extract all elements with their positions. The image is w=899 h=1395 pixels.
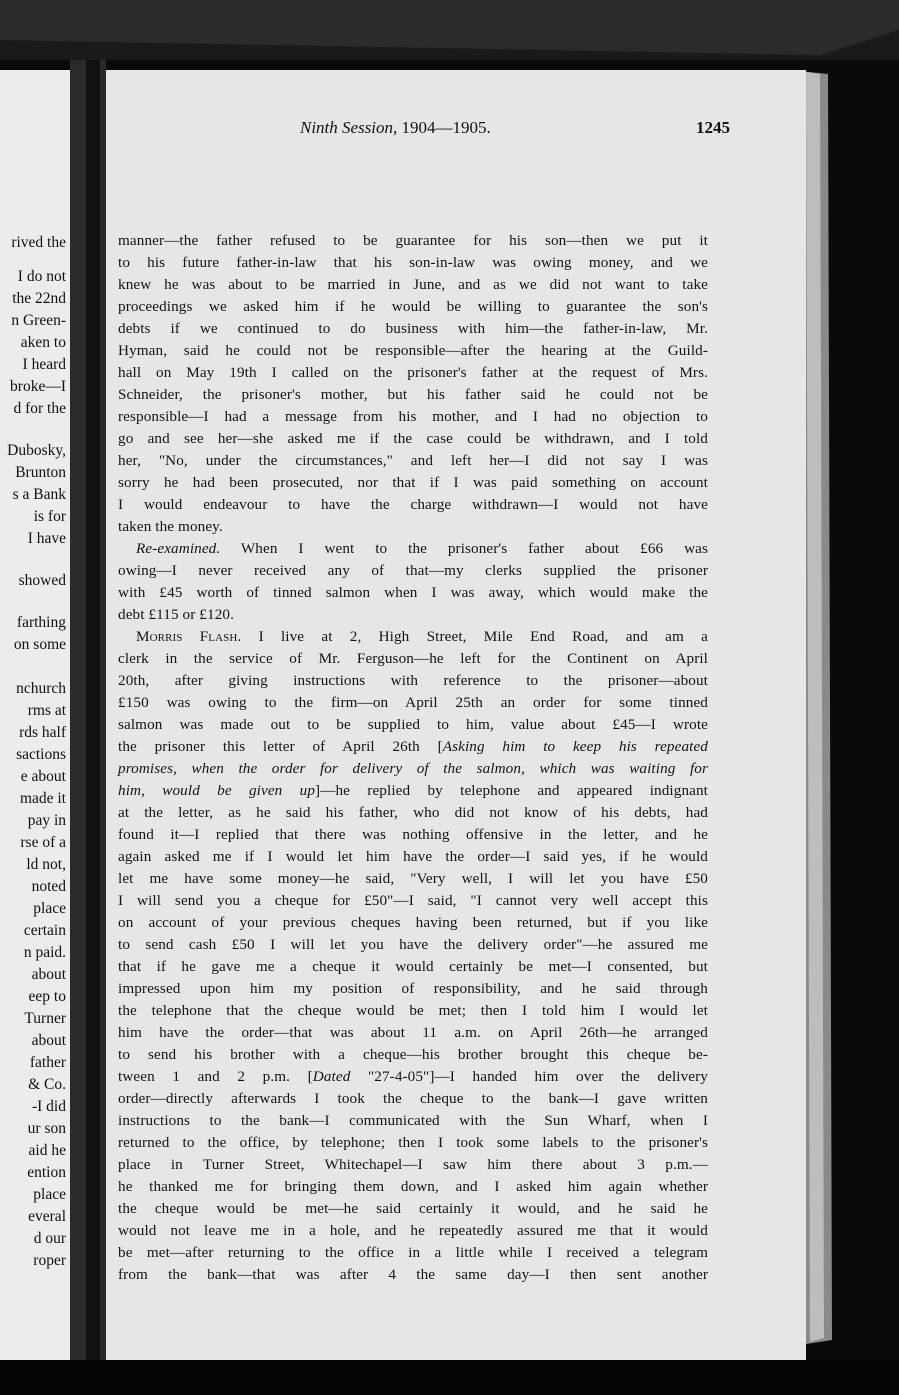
page-number: 1245 xyxy=(696,118,730,137)
body-line: from the bank—that was after 4 the same day—I then sent another xyxy=(118,1266,708,1283)
reexamined-text: When I went to the prisoner's father about £66 was xyxy=(240,540,708,557)
letter-italic-end: him, would be given up xyxy=(118,782,316,799)
reexamined-first-line xyxy=(118,540,708,560)
body-line: taken the money. xyxy=(118,518,223,535)
witness-text: I live at 2, High Street, Mile End Road, and am a xyxy=(258,628,708,645)
left-fragment-line: the 22nd xyxy=(12,290,66,307)
body-line: him have the order—that was about 11 a.m. on April 26th—he arranged xyxy=(118,1024,708,1041)
body-line: go and see her—she asked me if the case could be withdrawn, and I told xyxy=(118,430,708,447)
session-years: 1904—1905. xyxy=(401,118,491,137)
body-line: responsible—I had a message from his mother, and I had no objection to xyxy=(118,408,708,425)
left-fragment-line: roper xyxy=(33,1252,66,1269)
left-fragment-line: is for xyxy=(33,508,66,525)
body-line: he thanked me for bringing them down, and I asked him again whether xyxy=(118,1178,708,1195)
letter-italic-text: Asking him to keep his repeated xyxy=(442,738,708,755)
left-fragment-line: n Green- xyxy=(11,312,66,329)
body-line: proceedings we asked him if he would be willing to guarantee the son's xyxy=(118,298,708,315)
left-fragment-line: & Co. xyxy=(28,1076,66,1093)
dated-rest: "27-4-05"]—I handed him over the delivery xyxy=(350,1068,708,1085)
left-fragment-line: sactions xyxy=(16,746,66,763)
body-line: would not leave me in a hole, and he repeatedly assured me that it would xyxy=(118,1222,708,1239)
body-line: I will send you a cheque for £50"—I said, "I cannot very well accept this xyxy=(118,892,708,909)
left-fragment-line: Turner xyxy=(24,1010,66,1027)
body-line: instructions to the bank—I communicated with the Sun Wharf, when I xyxy=(118,1112,708,1129)
body-line: debts if we continued to do business with him—the father-in-law, Mr. xyxy=(118,320,708,337)
left-fragment-line: e about xyxy=(20,768,66,785)
left-fragment-line: I have xyxy=(27,530,66,547)
body-line: be met—after returning to the office in a little while I received a telegram xyxy=(118,1244,708,1261)
left-fragment-line: broke—I xyxy=(10,378,66,395)
body-line: £150 was owing to the firm—on April 25th an order for some tinned xyxy=(118,694,708,711)
left-fragment-line: noted xyxy=(31,878,66,895)
body-line: to his future father-in-law that his son-in-law was owing money, and we xyxy=(118,254,708,271)
body-line: knew he was about to be married in June, and as we did not want to take xyxy=(118,276,708,293)
body-line: let me have some money—he said, "Very well, I will let you have £50 xyxy=(118,870,708,887)
left-fragment-line: rms at xyxy=(27,702,66,719)
left-fragment-line: showed xyxy=(18,572,66,589)
body-line: found it—I replied that there was nothing offensive in the letter, and he xyxy=(118,826,708,843)
left-fragment-line: farthing xyxy=(16,614,66,631)
body-line: hall on May 19th I called on the prisoner's father at the request of Mrs. xyxy=(118,364,708,381)
left-fragment-line: father xyxy=(29,1054,66,1071)
body-line: order—directly afterwards I took the cheque to the bank—I gave written xyxy=(118,1090,708,1107)
letter-italic-end-line xyxy=(118,782,708,802)
letter-italic-rest: ]—he replied by telephone and appeared indignant xyxy=(315,782,708,799)
body-line: her, "No, under the circumstances," and left her—I did not say I was xyxy=(118,452,708,469)
left-fragment-line: eep to xyxy=(28,988,66,1005)
body-line: Hyman, said he could not be responsible—after the hearing at the Guild- xyxy=(118,342,708,359)
left-fragment-line: pay in xyxy=(27,812,66,829)
body-line: place in Turner Street, Whitechapel—I saw him there about 3 p.m.— xyxy=(118,1156,708,1173)
body-line: Schneider, the prisoner's mother, but his father said he could not be xyxy=(118,386,708,403)
left-fragment-line: nchurch xyxy=(16,680,66,697)
left-fragment-line: aid he xyxy=(28,1142,66,1159)
dated-line xyxy=(118,1068,708,1088)
running-head xyxy=(110,118,730,142)
letter-line-text: the prisoner this letter of April 26th [ xyxy=(118,738,443,755)
left-fragment-line: I do not xyxy=(17,268,66,285)
dated-pre: tween 1 and 2 p.m. [ xyxy=(118,1068,313,1085)
body-line: the telephone that the cheque would be met; then I told him I would let xyxy=(118,1002,708,1019)
left-fragment-line: d our xyxy=(33,1230,66,1247)
left-fragment-line: Brunton xyxy=(15,464,66,481)
body-line: impressed upon him my position of responsibility, and he said through xyxy=(118,980,708,997)
left-fragment-line: -I did xyxy=(31,1098,66,1115)
body-line: to send his brother with a cheque—his brother brought this cheque be- xyxy=(118,1046,708,1063)
dated-label: Dated xyxy=(312,1068,351,1085)
body-line: clerk in the service of Mr. Ferguson—he left for the Continent on April xyxy=(118,650,708,667)
left-page-fragment xyxy=(0,70,70,1360)
body-line: returned to the office, by telephone; then I took some labels to the prisoner's xyxy=(118,1134,708,1151)
left-fragment-line: Dubosky, xyxy=(7,442,66,459)
body-line: at the letter, as he said his father, who did not know of his debts, had xyxy=(118,804,708,821)
left-fragment-line: everal xyxy=(28,1208,66,1225)
session-title: Ninth Session, xyxy=(300,118,398,137)
left-fragment-line: about xyxy=(31,1032,66,1049)
body-line: that if he gave me a cheque it would certainly be met—I consented, but xyxy=(118,958,708,975)
body-line: 20th, after giving instructions with reference to the prisoner—about xyxy=(118,672,708,689)
witness-name: Morris Flash. xyxy=(136,628,242,645)
left-fragment-line: ld not, xyxy=(26,856,66,873)
left-fragment-line: on some xyxy=(13,636,66,653)
left-fragment-line: aken to xyxy=(20,334,66,351)
left-fragment-line: I heard xyxy=(22,356,66,373)
running-head-title xyxy=(300,118,491,138)
left-fragment-line: place xyxy=(33,900,66,917)
letter-italic-line: promises, when the order for delivery of the salmon, which was waiting for xyxy=(118,760,708,777)
left-fragment-line: made it xyxy=(19,790,66,807)
left-fragment-line: ur son xyxy=(27,1120,66,1137)
left-fragment-line: certain xyxy=(23,922,66,939)
letter-line xyxy=(118,738,708,758)
left-fragment-line: about xyxy=(31,966,66,983)
body-line: I would endeavour to have the charge withdrawn—I would not have xyxy=(118,496,708,513)
body-line: salmon was made out to be supplied to him, value about £45—I wrote xyxy=(118,716,708,733)
body-line: owing—I never received any of that—my clerks supplied the prisoner xyxy=(118,562,708,579)
left-fragment-line: ention xyxy=(27,1164,66,1181)
body-line: debt £115 or £120. xyxy=(118,606,234,623)
body-line: again asked me if I would let him have the order—I said yes, if he would xyxy=(118,848,708,865)
body-line: to send cash £50 I will let you have the delivery order"—he assured me xyxy=(118,936,708,953)
body-line: sorry he had been prosecuted, nor that if I was paid something on account xyxy=(118,474,708,491)
body-line: on account of your previous cheques having been returned, but if you like xyxy=(118,914,708,931)
body-line: with £45 worth of tinned salmon when I was away, which would make the xyxy=(118,584,708,601)
body-line: the cheque would be met—he said certainly it would, and he said he xyxy=(118,1200,708,1217)
left-fragment-line: rived the xyxy=(11,234,66,251)
reexamined-label: Re-examined. xyxy=(136,540,221,557)
left-fragment-line: rse of a xyxy=(20,834,66,851)
left-fragment-line: s a Bank xyxy=(12,486,66,503)
body-line: manner—the father refused to be guarantee for his son—then we put it xyxy=(118,232,708,249)
left-fragment-line: n paid. xyxy=(23,944,66,961)
left-fragment-line: d for the xyxy=(13,400,66,417)
left-fragment-line: rds half xyxy=(19,724,66,741)
witness-first-line xyxy=(118,628,708,648)
left-fragment-line: place xyxy=(33,1186,66,1203)
